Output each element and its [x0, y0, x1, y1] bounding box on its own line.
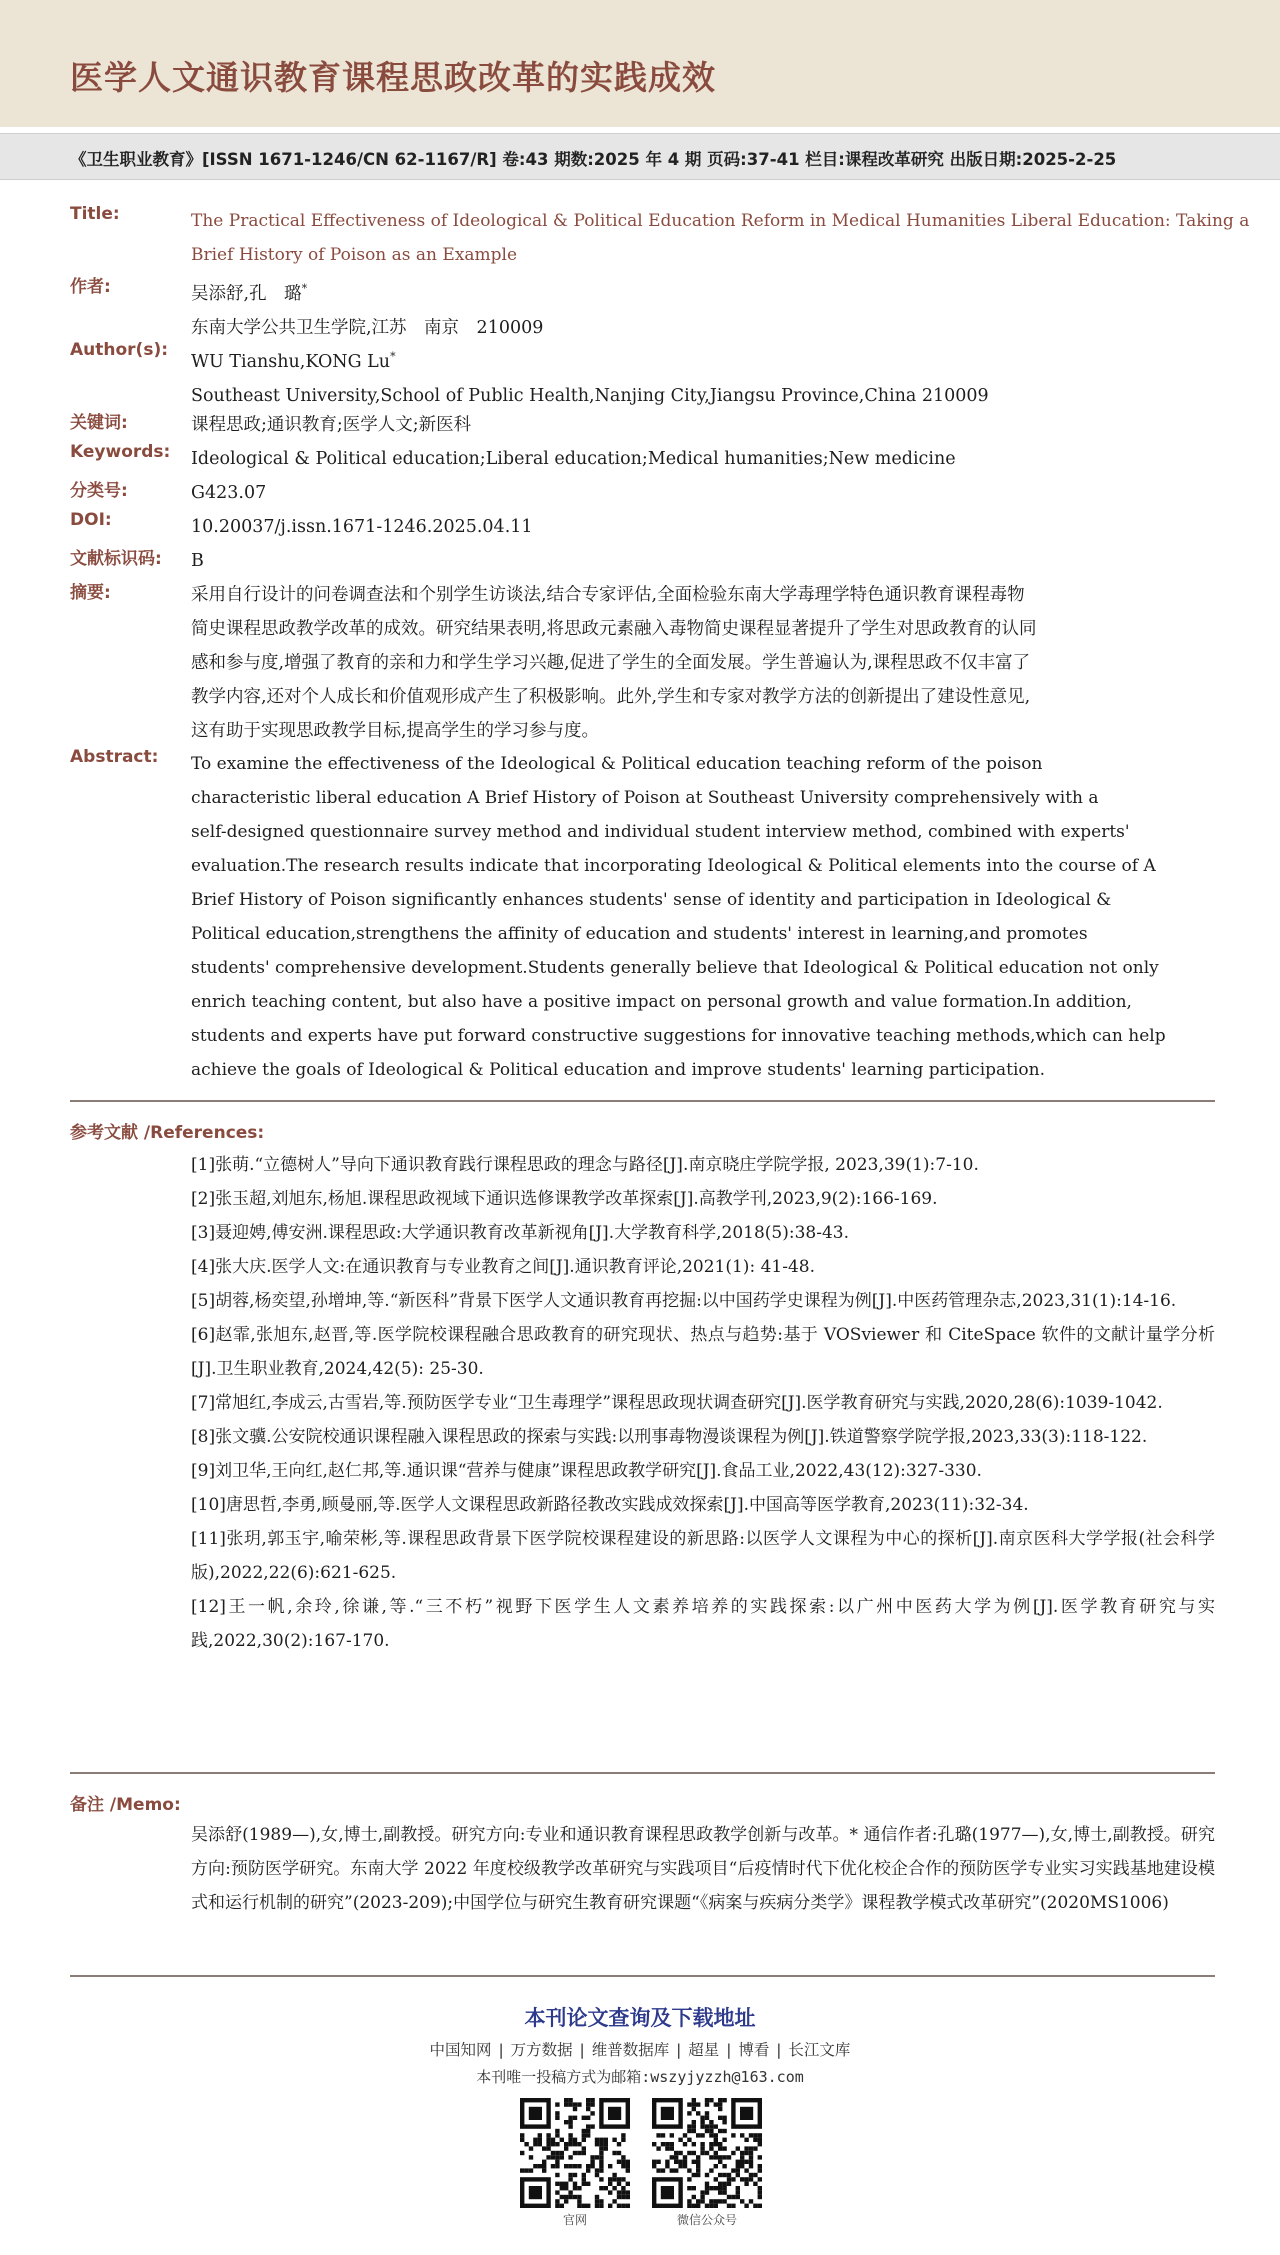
abstract-en-line: evaluation.The research results indicate that incorporating Ideological & Political elements into the course of A — [191, 856, 1156, 876]
title-label: Title: — [70, 204, 120, 224]
reference-item: [8]张文骥.公安院校通识课程融入课程思政的探索与实践:以刑事毒物漫谈课程为例[J].铁道警察学院学报,2023,33(3):118-122. — [191, 1427, 1148, 1447]
reference-item: [2]张玉超,刘旭东,杨旭.课程思政视域下通识选修课教学改革探索[J].高教学刊,2023,9(2):166-169. — [191, 1189, 938, 1209]
abstract-en-line: characteristic liberal education A Brief History of Poison at Southeast University comprehensively with a — [191, 788, 1099, 808]
abstract-en-line: students and experts have put forward constructive suggestions for innovative teaching methods,which can help — [191, 1026, 1166, 1046]
abstract-en-line: students' comprehensive development.Students generally believe that Ideological & Political education not only — [191, 958, 1159, 978]
footer-title: 本刊论文查询及下载地址 — [524, 2006, 756, 2030]
article-title-en — [191, 204, 1250, 272]
abstract-cn — [191, 578, 1215, 748]
corresponding-mark: * — [390, 350, 396, 363]
abstract-cn-line: 感和参与度,增强了教育的亲和力和学生学习兴趣,促进了学生的全面发展。学生普遍认为,课程思政不仅丰富了 — [191, 653, 1031, 673]
qr-code-website-icon[interactable] — [520, 2098, 630, 2208]
footer-databases[interactable]: 中国知网 | 万方数据 | 维普数据库 | 超星 | 博看 | 长江文库 — [429, 2041, 851, 2059]
reference-item: [1]张萌.“立德树人”导向下通识教育践行课程思政的理念与路径[J].南京晓庄学院学报, 2023,39(1):7-10. — [191, 1155, 979, 1175]
author-cn: 吴添舒,孔 璐 — [191, 283, 302, 304]
qr-website-caption: 官网 — [562, 2213, 587, 2227]
divider — [70, 1975, 1215, 1977]
abstract-en-line: self-designed questionnaire survey method and individual student interview method, combined with experts' — [191, 822, 1130, 842]
title-line: Brief History of Poison as an Example — [191, 245, 518, 265]
classno-label: 分类号: — [70, 481, 128, 501]
memo-text: 吴添舒(1989—),女,博士,副教授。研究方向:专业和通识教育课程思政教学创新与改革。* 通信作者:孔璐(1977—),女,博士,副教授。研究方向:预防医学研究。东南大学 2022 年度校级教学改革研究与实践项目“后疫情时代下优化校企合作的预防医学专业实习实践基地建设模式和运行机制的研究”(2023-209);中国学位与研究生教育研究课题“《病案与疾病分类学》课程教学模式改革研究”(2020MS1006) — [191, 1825, 1215, 1913]
abstract-cn-line: 简史课程思政教学改革的成效。研究结果表明,将思政元素融入毒物简史课程显著提升了学生对思政教育的认同 — [191, 619, 1037, 639]
abstract-cn-line: 教学内容,还对个人成长和价值观形成产生了积极影响。此外,学生和专家对教学方法的创新提出了建设性意见, — [191, 687, 1031, 707]
doi-value[interactable]: 10.20037/j.issn.1671-1246.2025.04.11 — [191, 517, 533, 537]
keywords-en: Ideological & Political education;Liberal education;Medical humanities;New medicine — [191, 449, 956, 469]
reference-item: [7]常旭红,李成云,古雪岩,等.预防医学专业“卫生毒理学”课程思政现状调查研究[J].医学教育研究与实践,2020,28(6):1039-1042. — [191, 1393, 1163, 1413]
reference-item: [9]刘卫华,王向红,赵仁邦,等.通识课“营养与健康”课程思政教学研究[J].食品工业,2022,43(12):327-330. — [191, 1461, 982, 1481]
affiliation-cn: 东南大学公共卫生学院,江苏 南京 210009 — [191, 317, 544, 338]
memo-label: 备注 /Memo: — [70, 1795, 181, 1815]
reference-item: [10]唐思哲,李勇,顾曼丽,等.医学人文课程思政新路径教改实践成效探索[J].中国高等医学教育,2023(11):32-34. — [191, 1495, 1029, 1515]
keywords-en-label: Keywords: — [70, 442, 171, 462]
reference-item: [5]胡蓉,杨奕望,孙增坤,等.“新医科”背景下医学人文通识教育再挖掘:以中国药学史课程为例[J].中医药管理杂志,2023,31(1):14-16. — [191, 1291, 1177, 1311]
reference-item: [4]张大庆.医学人文:在通识教育与专业教育之间[J].通识教育评论,2021(1): 41-48. — [191, 1257, 815, 1277]
keywords-cn-label: 关键词: — [70, 413, 128, 433]
abstract-cn-line: 这有助于实现思政教学目标,提高学生的学习参与度。 — [191, 721, 600, 741]
reference-item: [12]王一帆,余玲,徐谦,等.“三不朽”视野下医学生人文素养培养的实践探索:以广州中医药大学为例[J].医学教育研究与实践,2022,30(2):167-170. — [191, 1597, 1215, 1651]
title-line: The Practical Effectiveness of Ideological & Political Education Reform in Medical Humanities Liberal Education: Taking a — [191, 211, 1250, 231]
author-cn-label: 作者: — [70, 277, 111, 297]
journal-meta-bar — [0, 133, 1280, 180]
abstract-en-line: Brief History of Poison significantly enhances students' sense of identity and participation in Ideological & — [191, 890, 1112, 910]
divider — [70, 1100, 1215, 1102]
abstract-en-line: Political education,strengthens the affinity of education and students' interest in learning,and promotes — [191, 924, 1088, 944]
footer-email[interactable]: 本刊唯一投稿方式为邮箱:wszyjyzzh@163.com — [476, 2068, 804, 2086]
abstract-en-line: To examine the effectiveness of the Ideological & Political education teaching reform of the poison — [191, 754, 1043, 774]
author-en-line — [191, 340, 1215, 379]
author-en-block — [191, 340, 1215, 413]
reference-item: [3]聂迎娉,傅安洲.课程思政:大学通识教育改革新视角[J].大学教育科学,2018(5):38-43. — [191, 1223, 849, 1243]
abstract-cn-line: 采用自行设计的问卷调查法和个别学生访谈法,结合专家评估,全面检验东南大学毒理学特色通识教育课程毒物 — [191, 585, 1025, 605]
references-label: 参考文献 /References: — [70, 1123, 265, 1143]
references-list — [191, 1148, 1215, 1658]
abstract-en-label: Abstract: — [70, 747, 159, 767]
page-title: 医学人文通识教育课程思政改革的实践成效 — [70, 58, 716, 97]
reference-item: [11]张玥,郭玉宇,喻荣彬,等.课程思政背景下医学院校课程建设的新思路:以医学人文课程为中心的探析[J].南京医科大学学报(社会科学版),2022,22(6):621-625. — [191, 1529, 1215, 1583]
corresponding-mark: * — [301, 282, 308, 295]
abstract-en-line: achieve the goals of Ideological & Political education and improve students' learning participation. — [191, 1060, 1046, 1080]
classno: G423.07 — [191, 483, 267, 503]
page-header — [0, 0, 1280, 127]
author-en: WU Tianshu,KONG Lu — [191, 351, 391, 372]
abstract-en-line: enrich teaching content, but also have a positive impact on personal growth and value formation.In addition, — [191, 992, 1132, 1012]
journal-meta-text: 《卫生职业教育》[ISSN 1671-1246/CN 62-1167/R] 卷:43 期数:2025 年 4 期 页码:37-41 栏目:课程改革研究 出版日期:2025-2-25 — [70, 150, 1117, 169]
keywords-cn: 课程思政;通识教育;医学人文;新医科 — [191, 415, 472, 435]
reference-item: [6]赵霏,张旭东,赵晋,等.医学院校课程融合思政教育的研究现状、热点与趋势:基于 VOSviewer 和 CiteSpace 软件的文献计量学分析[J].卫生职业教育,2024,42(5): 25-30. — [191, 1325, 1215, 1379]
doi-label: DOI: — [70, 510, 112, 530]
doccode-label: 文献标识码: — [70, 549, 162, 569]
qr-code-wechat-icon[interactable] — [652, 2098, 762, 2208]
author-cn-line — [191, 272, 1215, 311]
affiliation-en: Southeast University,School of Public Health,Nanjing City,Jiangsu Province,China 210009 — [191, 385, 989, 406]
abstract-en — [191, 747, 1215, 1087]
author-en-label: Author(s): — [70, 340, 169, 360]
qr-wechat-caption: 微信公众号 — [676, 2213, 737, 2227]
abstract-cn-label: 摘要: — [70, 583, 111, 603]
author-cn-block — [191, 272, 1215, 345]
divider — [70, 1772, 1215, 1774]
doccode: B — [191, 551, 204, 571]
